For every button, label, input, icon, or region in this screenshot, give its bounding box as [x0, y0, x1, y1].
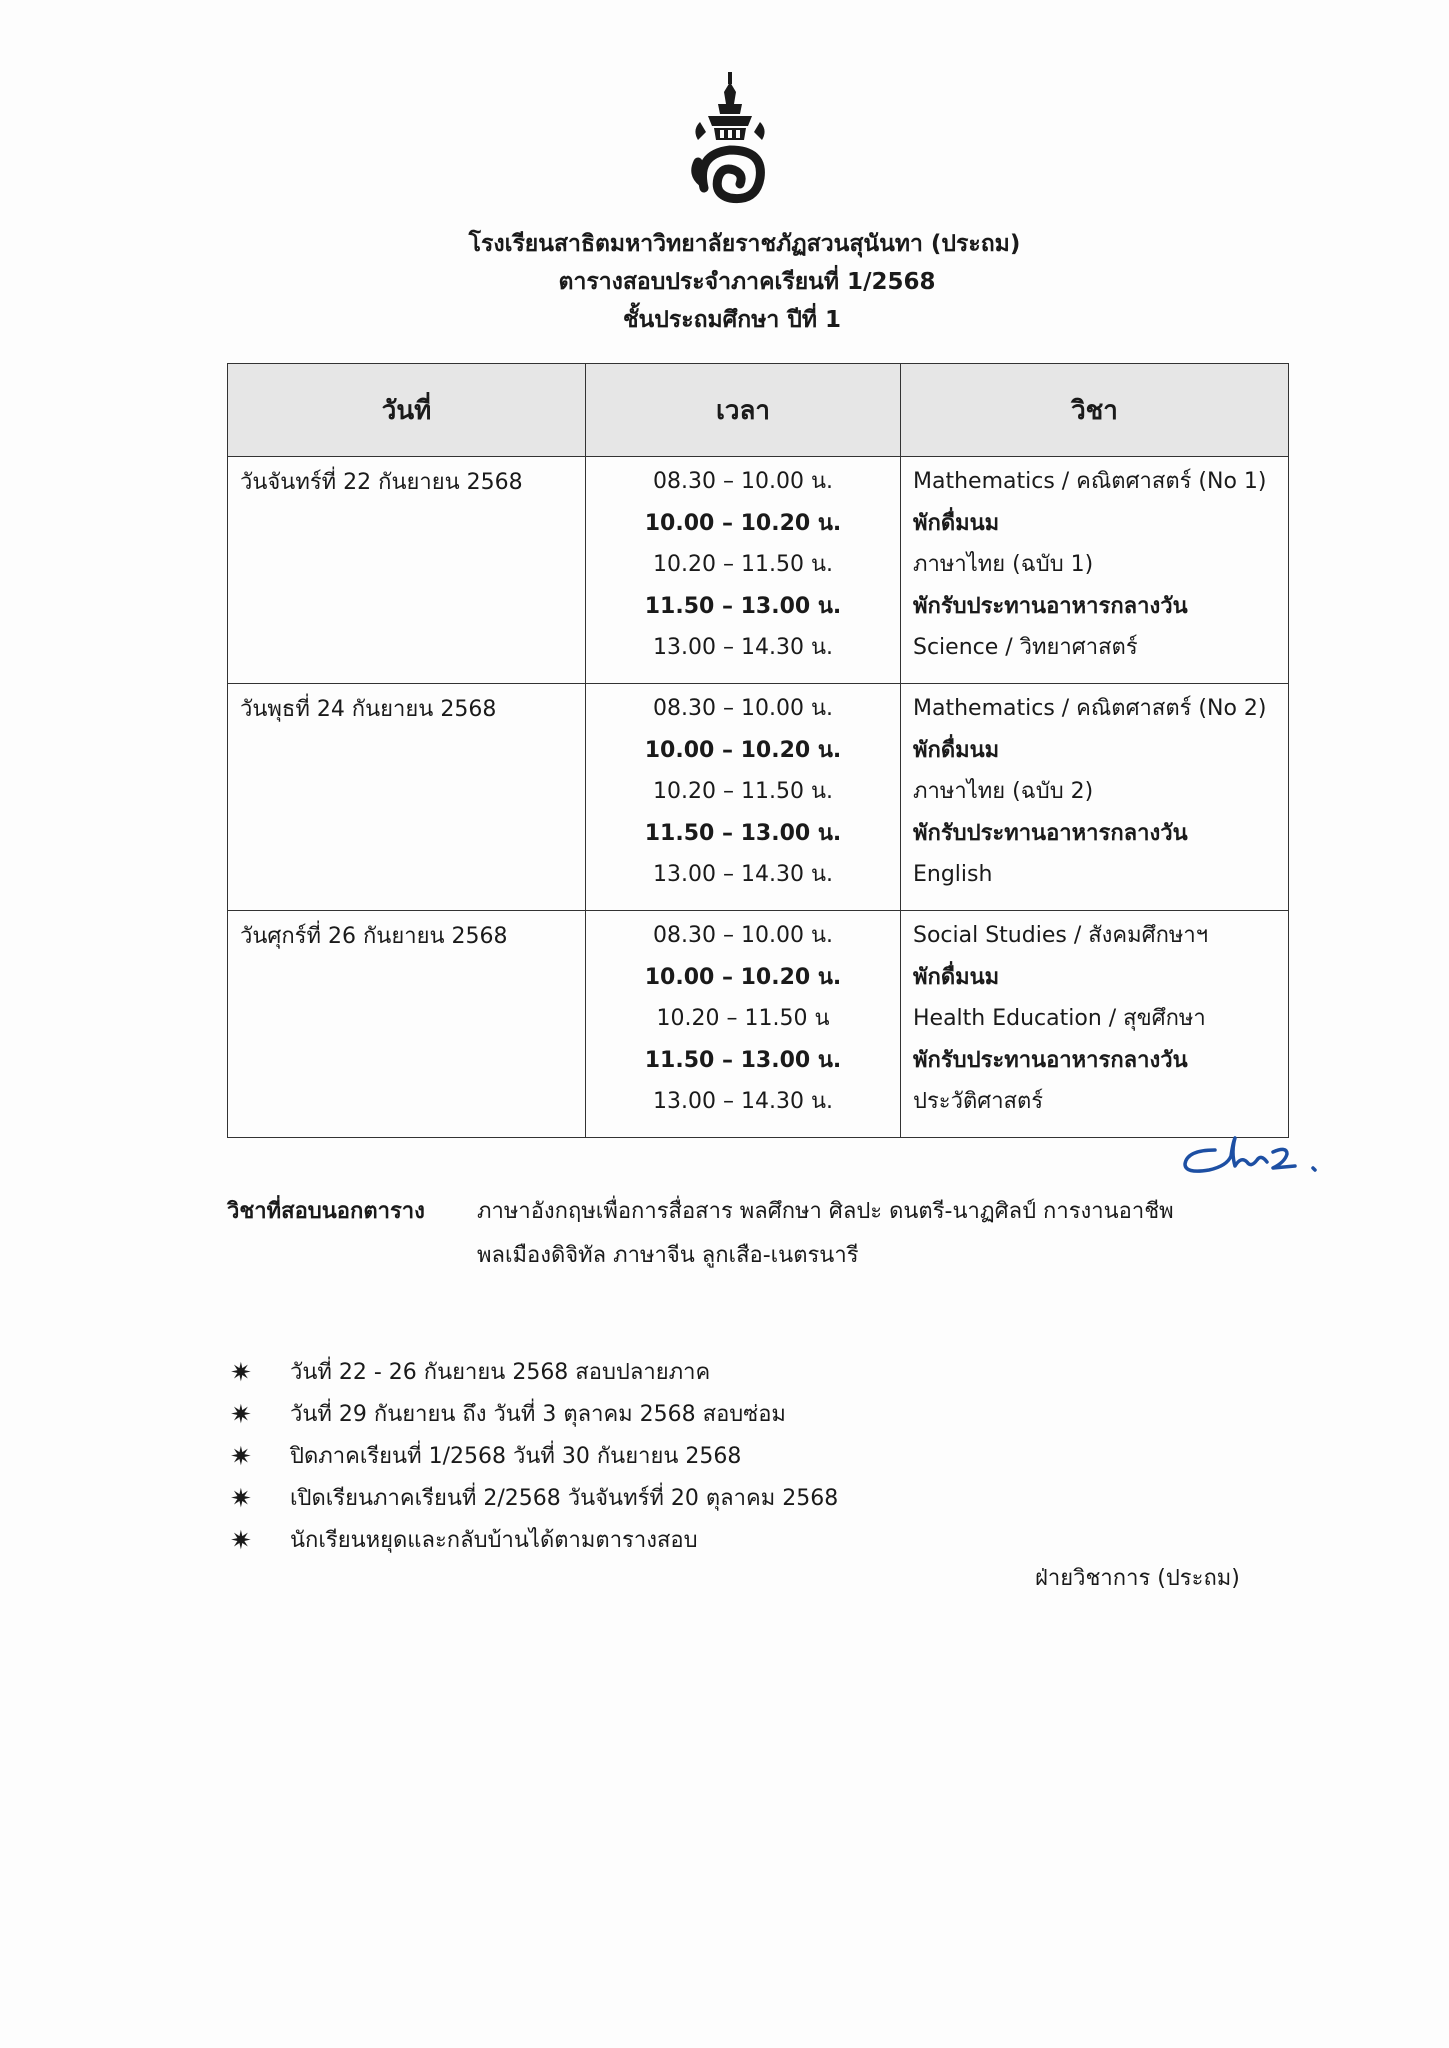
time-slot: 08.30 – 10.00 น.: [653, 923, 833, 948]
table-row: [228, 457, 1289, 684]
exam-date: วันพุธที่ 24 กันยายน 2568: [240, 697, 497, 722]
time-slot: 13.00 – 14.30 น.: [653, 1089, 833, 1114]
list-item: [230, 1394, 838, 1436]
subject-name: ภาษาไทย (ฉบับ 2): [913, 779, 1094, 804]
time-slot: 13.00 – 14.30 น.: [653, 635, 833, 660]
subject-name: English: [913, 862, 993, 887]
break-label: พักดื่มนม: [913, 510, 1000, 536]
asterisk-bullet-icon: ✷: [230, 1484, 252, 1514]
break-label: พักดื่มนม: [913, 964, 1000, 990]
date-cell: [228, 457, 586, 684]
note-text: ปิดภาคเรียนที่ 1/2568 วันที่ 30 กันยายน 2568: [290, 1444, 742, 1469]
outside-subjects-line1: ภาษาอังกฤษเพื่อการสื่อสาร พลศึกษา ศิลปะ ดนตรี-นาฏศิลป์ การงานอาชีพ: [477, 1199, 1174, 1224]
note-text: เปิดเรียนภาคเรียนที่ 2/2568 วันจันทร์ที่ 20 ตุลาคม 2568: [290, 1486, 839, 1511]
subject-name: ภาษาไทย (ฉบับ 1): [913, 552, 1094, 577]
time-slot: 10.00 – 10.20 น.: [644, 737, 842, 763]
time-slot: 10.20 – 11.50 น.: [653, 552, 833, 577]
asterisk-bullet-icon: ✷: [230, 1442, 252, 1472]
subject-name: Health Education / สุขศึกษา: [913, 1006, 1206, 1031]
asterisk-bullet-icon: ✷: [230, 1526, 252, 1556]
handwritten-signature: [1175, 1128, 1345, 1188]
exam-schedule-table: [227, 363, 1289, 1138]
time-slot: 10.20 – 11.50 น: [656, 1006, 830, 1031]
school-name: โรงเรียนสาธิตมหาวิทยาลัยราชภัฏสวนสุนันทา (ประถม): [468, 231, 1021, 257]
date-cell: [228, 911, 586, 1138]
time-slot: 11.50 – 13.00 น.: [644, 820, 842, 846]
outside-subjects-line2: พลเมืองดิจิทัล ภาษาจีน ลูกเสือ-เนตรนารี: [477, 1243, 859, 1268]
exam-date: วันศุกร์ที่ 26 กันยายน 2568: [240, 924, 508, 949]
time-slot: 08.30 – 10.00 น.: [653, 469, 833, 494]
time-slot: 10.20 – 11.50 น.: [653, 779, 833, 804]
subject-name: ประวัติศาสตร์: [913, 1089, 1044, 1114]
exam-date: วันจันทร์ที่ 22 กันยายน 2568: [240, 470, 523, 495]
outside-subjects-label: วิชาที่สอบนอกตาราง: [227, 1199, 425, 1224]
subject-cell: [901, 684, 1289, 911]
department-signoff: ฝ่ายวิชาการ (ประถม): [1035, 1566, 1240, 1591]
time-slot: 13.00 – 14.30 น.: [653, 862, 833, 887]
table-body: [228, 457, 1289, 1138]
list-item: [230, 1352, 838, 1394]
time-slot: 10.00 – 10.20 น.: [644, 964, 842, 990]
list-item: [230, 1520, 838, 1562]
grade-level: ชั้นประถมศึกษา ปีที่ 1: [622, 307, 842, 333]
time-slot: 10.00 – 10.20 น.: [644, 510, 842, 536]
time-cell: [586, 457, 901, 684]
subject-cell: [901, 911, 1289, 1138]
subject-name: Mathematics / คณิตศาสตร์ (No 1): [913, 469, 1267, 494]
table-row: [228, 911, 1289, 1138]
school-emblem-icon: [690, 70, 770, 210]
subject-name: Science / วิทยาศาสตร์: [913, 635, 1138, 660]
note-text: นักเรียนหยุดและกลับบ้านได้ตามตารางสอบ: [290, 1528, 698, 1553]
asterisk-bullet-icon: ✷: [230, 1400, 252, 1430]
document-title: ตารางสอบประจำภาคเรียนที่ 1/2568: [558, 269, 936, 295]
break-label: พักดื่มนม: [913, 737, 1000, 763]
header-time: เวลา: [586, 364, 901, 457]
date-cell: [228, 684, 586, 911]
header-subject: วิชา: [901, 364, 1289, 457]
table-header-row: [228, 364, 1289, 457]
asterisk-bullet-icon: ✷: [230, 1358, 252, 1388]
note-text: วันที่ 22 - 26 กันยายน 2568 สอบปลายภาค: [290, 1360, 711, 1385]
table-row: [228, 684, 1289, 911]
header-date: วันที่: [228, 364, 586, 457]
break-label: พักรับประทานอาหารกลางวัน: [913, 820, 1188, 846]
time-slot: 11.50 – 13.00 น.: [644, 593, 842, 619]
time-slot: 11.50 – 13.00 น.: [644, 1047, 842, 1073]
time-slot: 08.30 – 10.00 น.: [653, 696, 833, 721]
subject-name: Social Studies / สังคมศึกษาฯ: [913, 923, 1209, 948]
list-item: [230, 1436, 838, 1478]
notes-list: [230, 1352, 838, 1562]
time-cell: [586, 911, 901, 1138]
note-text: วันที่ 29 กันยายน ถึง วันที่ 3 ตุลาคม 2568 สอบซ่อม: [290, 1402, 786, 1427]
break-label: พักรับประทานอาหารกลางวัน: [913, 1047, 1188, 1073]
break-label: พักรับประทานอาหารกลางวัน: [913, 593, 1188, 619]
list-item: [230, 1478, 838, 1520]
time-cell: [586, 684, 901, 911]
subject-cell: [901, 457, 1289, 684]
subject-name: Mathematics / คณิตศาสตร์ (No 2): [913, 696, 1267, 721]
document-header: [0, 225, 1449, 339]
